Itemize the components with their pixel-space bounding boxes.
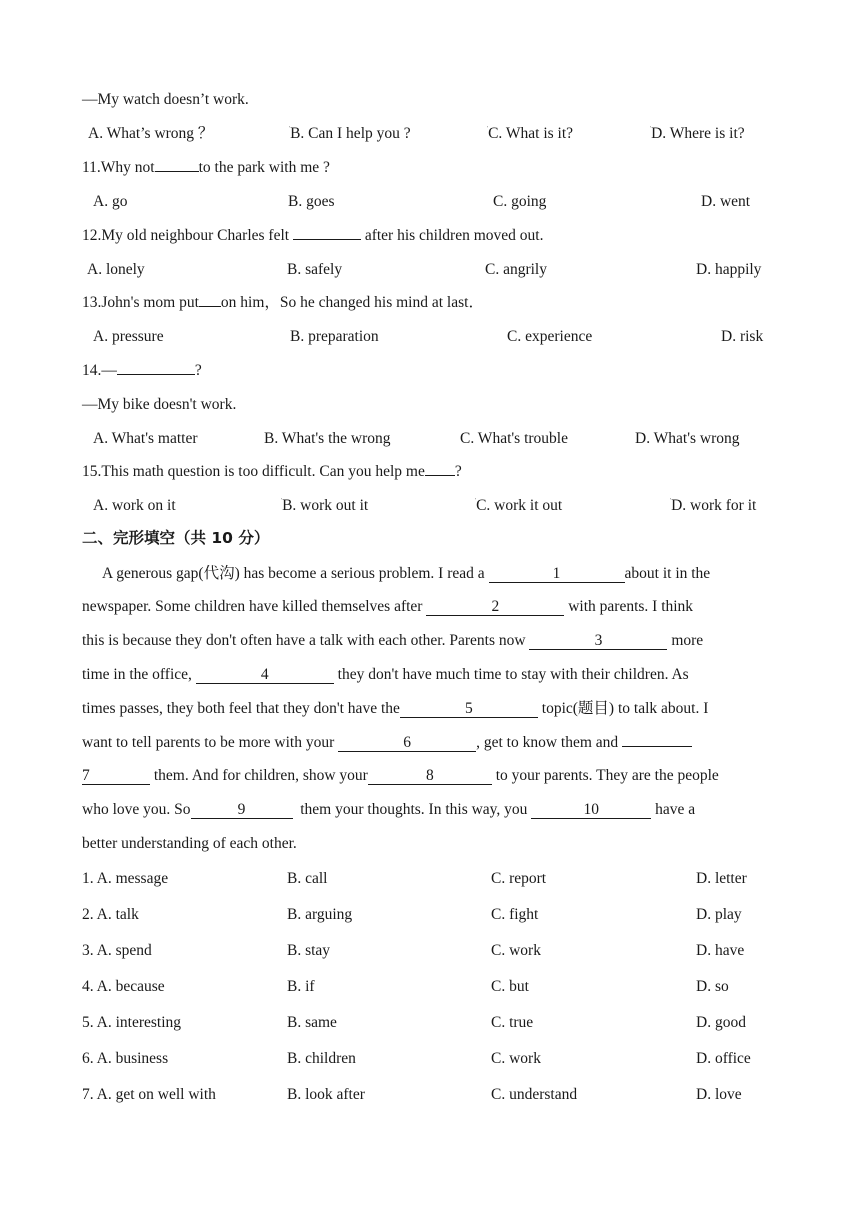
q12-option-b: B. safely [287,261,343,278]
cloze-option-c: C. work [491,1050,541,1067]
cloze-blank-8: 8 [368,768,492,785]
q10-option-a: A. What’s wrong ？ [88,125,214,142]
cloze-option-b: B. call [287,870,328,887]
q13-blank [199,306,221,307]
q15-blank [425,475,455,476]
cloze-option-d: D. office [696,1050,751,1067]
q12-options [0,262,860,282]
q14-option-a: A. What's matter [93,430,198,447]
q13-option-a: A. pressure [93,328,164,345]
cloze-option-c: C. report [491,870,547,887]
passage-line-1: A generous gap(代沟) has become a serious problem. I read a 1 about it in the [102,565,711,582]
q13-option-b: B. preparation [290,328,379,345]
cloze-blank-1: 1 [489,566,625,583]
cloze-option-b: B. children [287,1050,356,1067]
q10-option-b: 'B. Can I help you ? [289,125,411,142]
q13-stem: 13.John's mom put on him，So he changed his mind at last． [82,294,484,311]
cloze-option-row [0,1051,860,1071]
q13-option-d: D. risk [721,328,764,345]
cloze-option-d: D. play [696,906,742,923]
cloze-blank-5: 5 [400,701,538,718]
cloze-option-b: B. stay [287,942,331,959]
q14-option-b: B. What's the wrong [264,430,391,447]
q11-option-b: B. goes [288,193,335,210]
q14-option-d: D. What's wrong [635,430,740,447]
q12-option-c: C. angrily [485,261,547,278]
q14-response: —My bike doesn't work. [82,396,237,413]
cloze-option-d: D. letter [696,870,747,887]
cloze-option-d: D. so [696,978,729,995]
cloze-option-d: D. good [696,1014,746,1031]
q15-option-d: 'D. work for it [670,497,757,514]
cloze-option-row [0,871,860,891]
cloze-option-a: 4. A. because [82,978,165,995]
cloze-option-a: 2. A. talk [82,906,139,923]
passage-line-6: want to tell parents to be more with your 6 , get to know them and [82,735,782,752]
q11-option-d: D. went [701,193,751,210]
cloze-option-row [0,1087,860,1107]
passage-line-3: this is because they don't often have a talk with each other. Parents now 3 more [82,632,704,649]
cloze-option-b: B. if [287,978,315,995]
q15-option-a: A. work on it [93,497,176,514]
cloze-option-row [0,979,860,999]
q15-option-b: 'B. work out it [281,497,369,514]
cloze-blank-10: 10 [531,802,651,819]
q10-option-c: 'C. What is it? [487,125,574,142]
q12-option-a: A. lonely [87,261,145,278]
q11-options [0,194,860,214]
cloze-option-row [0,943,860,963]
q11-option-c: C. going [493,193,547,210]
cloze-blank-6: 6 [338,735,476,752]
cloze-option-b: B. arguing [287,906,353,923]
q11-blank [155,171,199,172]
cloze-option-a: 3. A. spend [82,942,152,959]
passage-line-5: times passes, they both feel that they don't have the 5 topic(题目) to talk about. I [82,700,709,717]
cloze-option-a: 1. A. message [82,870,169,887]
q14-option-c: C. What's trouble [460,430,568,447]
q14-stem: 14.— ? [82,362,202,379]
cloze-blank-7-start [622,746,692,747]
q13-option-c: C. experience [507,328,593,345]
cloze-option-d: D. love [696,1086,742,1103]
q15-option-c: 'C. work it out [475,497,563,514]
cloze-option-row [0,1015,860,1035]
cloze-option-row [0,907,860,927]
cloze-option-c: C. understand [491,1086,578,1103]
passage-line-7: 7 them. And for children, show your 8 to your parents. They are the people [82,767,719,784]
cloze-blank-2: 2 [426,599,564,616]
q12-blank [293,239,361,240]
passage-line-8: who love you. So 9 them your thoughts. In this way, you 10 have a [82,801,696,818]
q12-stem: 12.My old neighbour Charles felt after his children moved out. [82,227,544,244]
passage-line-2: newspaper. Some children have killed themselves after 2 with parents. I think [82,598,694,615]
q14-options [0,431,860,451]
cloze-option-a: 7. A. get on well with [82,1086,216,1103]
q10-option-d: 'D. Where is it? [650,125,745,142]
q12-option-d: D. happily [696,261,762,278]
cloze-option-a: 5. A. interesting [82,1014,182,1031]
q15-stem: 15.This math question is too difficult. Can you help me ? [82,463,462,480]
q11-option-a: A. go [93,193,128,210]
passage-line-4: time in the office, 4 they don't have much time to stay with their children. As [82,666,689,683]
q11-stem: 11.Why not to the park with me ? [82,159,330,176]
q10-response: —My watch doesn’t work. [82,91,249,108]
cloze-option-c: C. but [491,978,529,995]
cloze-blank-4: 4 [196,667,334,684]
cloze-option-c: C. fight [491,906,539,923]
cloze-blank-3: 3 [529,633,667,650]
cloze-option-a: 6. A. business [82,1050,169,1067]
cloze-option-c: C. work [491,942,541,959]
cloze-blank-9: 9 [191,802,293,819]
q15-options [0,498,860,518]
cloze-option-b: B. look after [287,1086,365,1103]
q14-blank [117,374,195,375]
cloze-blank-7: 7 [82,768,150,785]
q10-options [0,126,860,146]
cloze-option-b: B. same [287,1014,337,1031]
cloze-option-c: C. true [491,1014,534,1031]
section-heading: 二、完形填空（共 10 分） [82,529,270,547]
passage-line-9: better understanding of each other. [82,835,297,852]
cloze-option-d: D. have [696,942,745,959]
q13-options [0,329,860,349]
